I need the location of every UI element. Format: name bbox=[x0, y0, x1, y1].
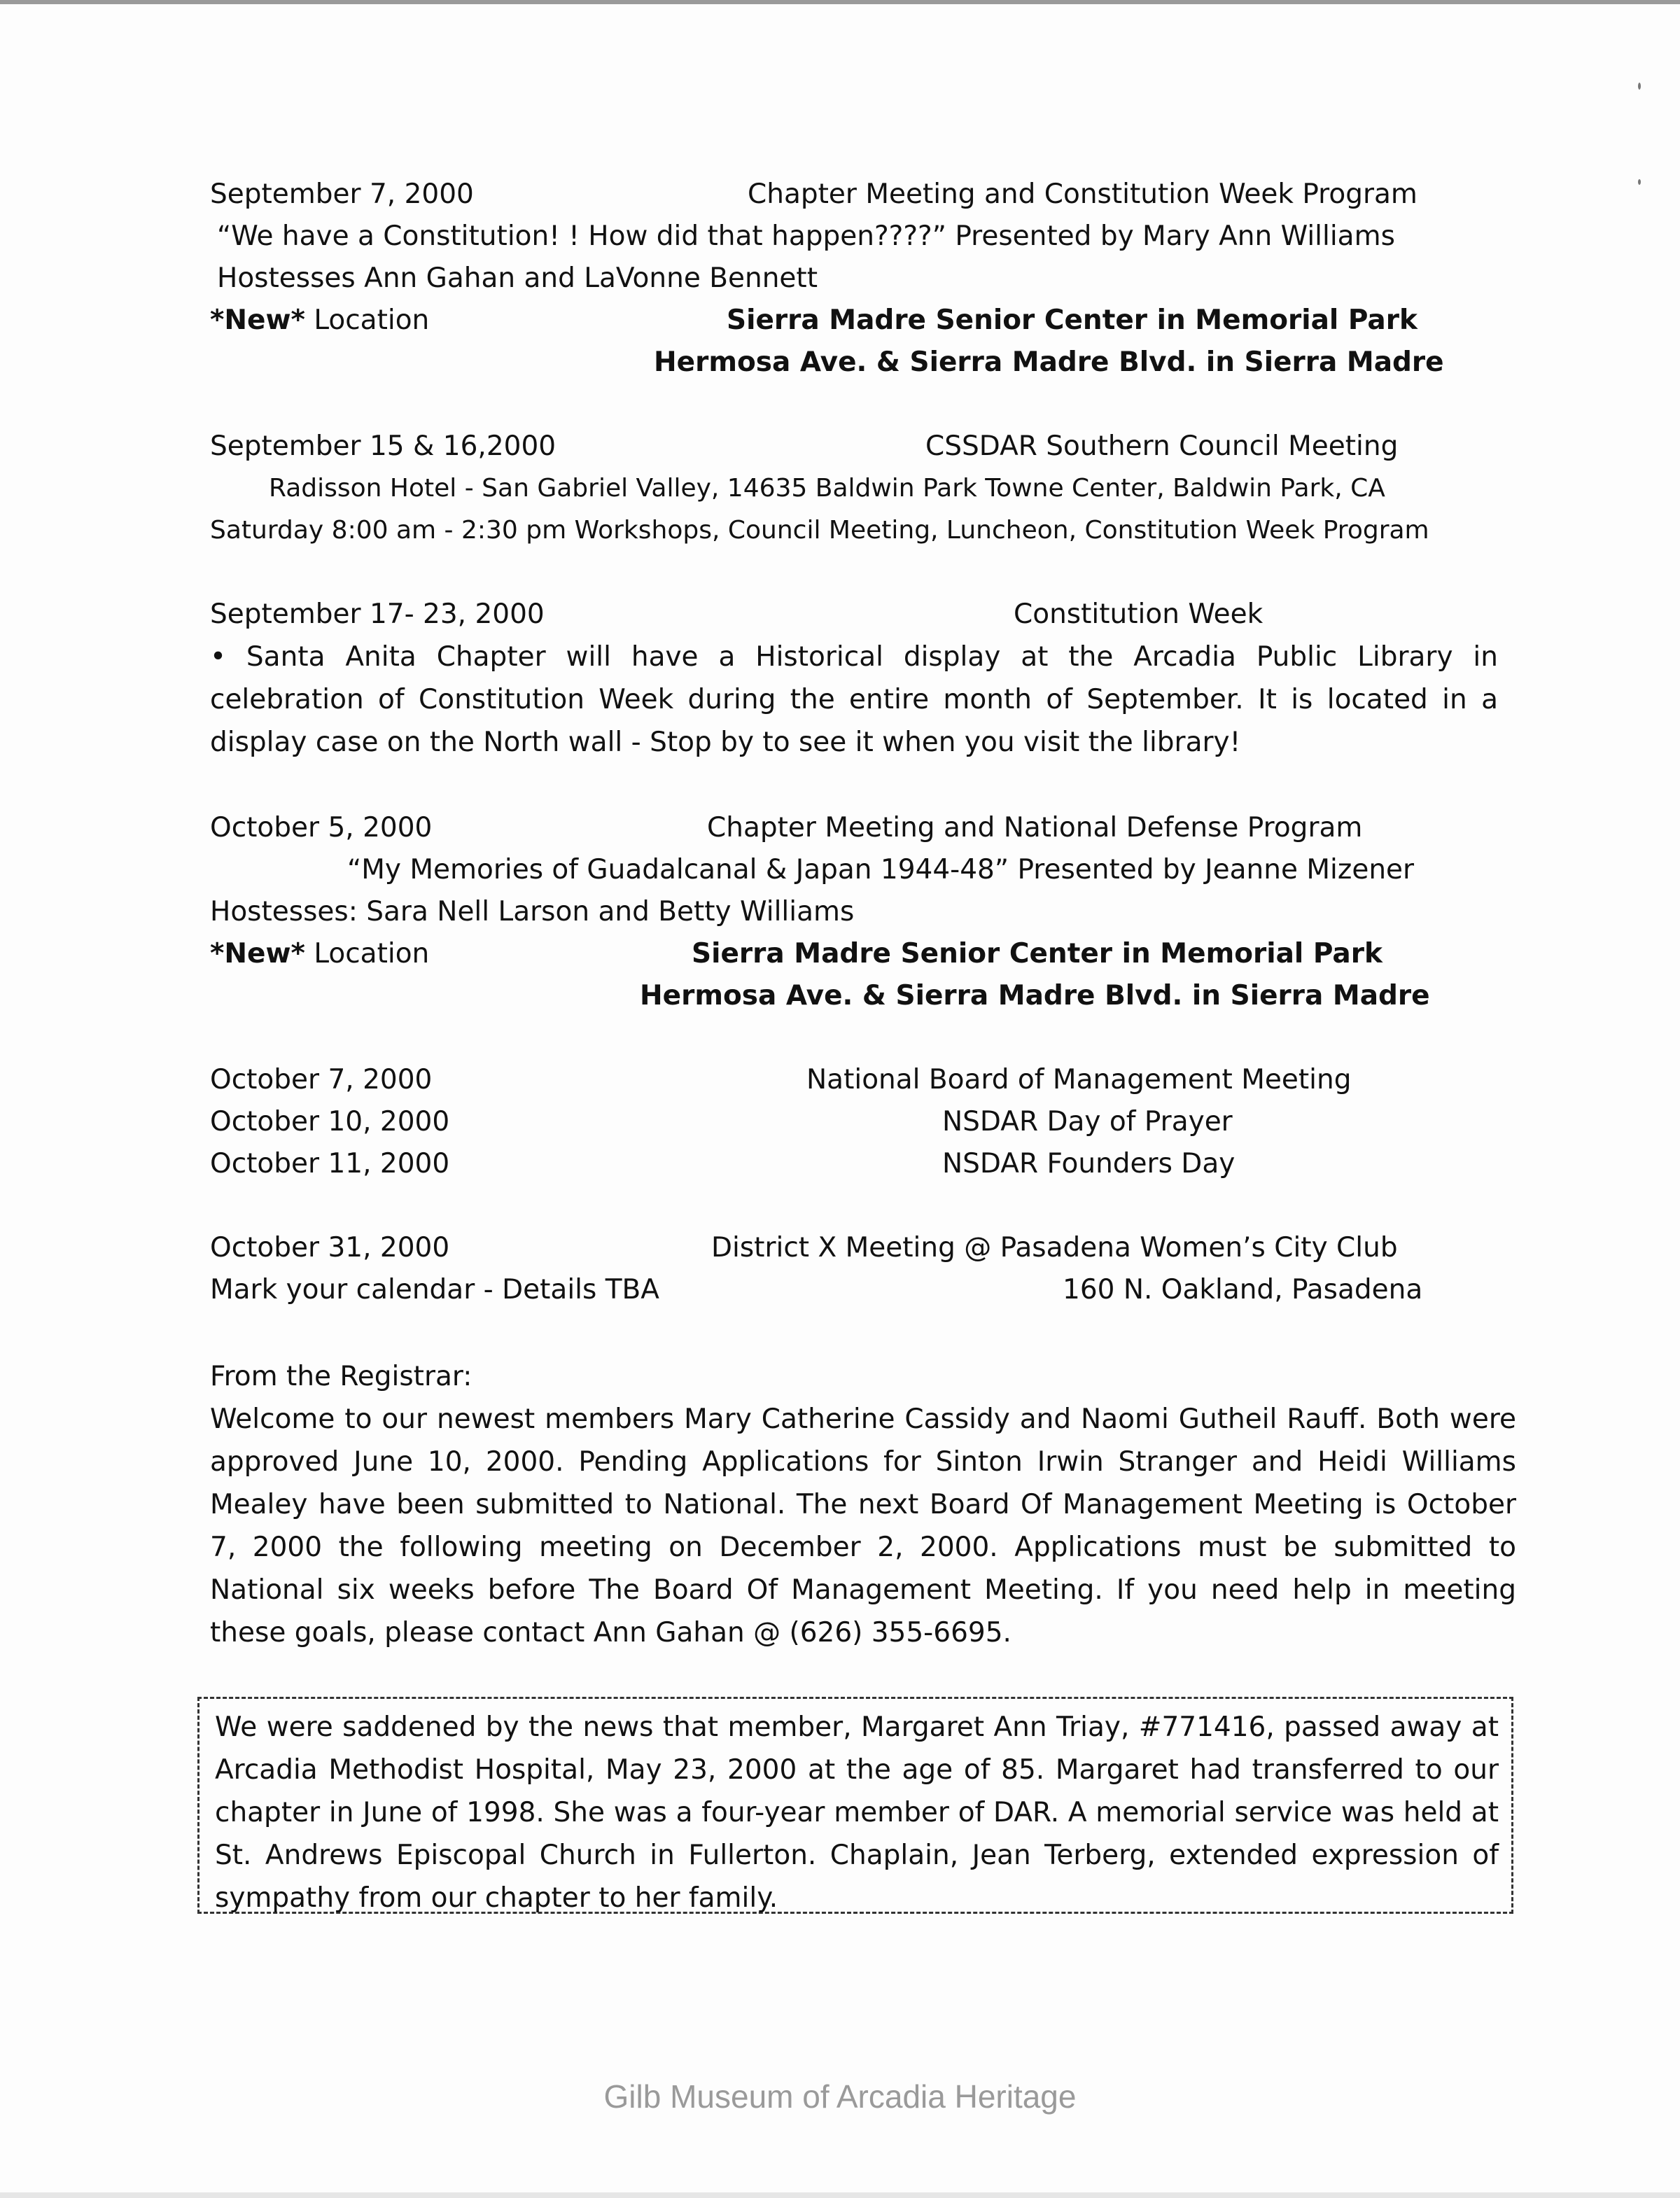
event-oct31-header bbox=[210, 1227, 1526, 1269]
event-sep17-header bbox=[210, 594, 1526, 636]
event-program: “My Memories of Guadalcanal & Japan 1944-48” Presented by Jeanne Mizener bbox=[347, 854, 1415, 886]
event-date: October 31, 2000 bbox=[210, 1232, 450, 1264]
event-note: Mark your calendar - Details TBA bbox=[210, 1274, 659, 1306]
event-title: Constitution Week bbox=[1014, 598, 1264, 630]
event-date: September 17- 23, 2000 bbox=[210, 598, 545, 630]
event-date: October 7, 2000 bbox=[210, 1064, 433, 1096]
event-schedule: Saturday 8:00 am - 2:30 pm Workshops, Council Meeting, Luncheon, Constitution Week Program bbox=[210, 516, 1429, 545]
location-line1: Sierra Madre Senior Center in Memorial Park bbox=[727, 304, 1418, 336]
event-address: 160 N. Oakland, Pasadena bbox=[1063, 1274, 1423, 1306]
event-oct5-header bbox=[210, 807, 1526, 849]
location-line2: Hermosa Ave. & Sierra Madre Blvd. in Sierra Madre bbox=[640, 980, 1430, 1011]
event-date: September 7, 2000 bbox=[210, 178, 474, 210]
event-body: • Santa Anita Chapter will have a Historical display at the Arcadia Public Library in celebration of Constitution Week during the entire month of September. It is located in a display case on the North wall - Stop by to see it when you visit the library! bbox=[210, 641, 1498, 758]
scan-speck bbox=[1638, 83, 1641, 90]
event-oct7 bbox=[210, 1059, 1526, 1101]
scan-speck bbox=[1638, 179, 1641, 185]
event-date: October 11, 2000 bbox=[210, 1148, 450, 1180]
event-hostesses: Hostesses: Sara Nell Larson and Betty Williams bbox=[210, 896, 855, 927]
event-title: Chapter Meeting and Constitution Week Program bbox=[748, 178, 1418, 210]
event-date: October 10, 2000 bbox=[210, 1106, 450, 1138]
event-sep15-header bbox=[210, 426, 1526, 468]
location-line2: Hermosa Ave. & Sierra Madre Blvd. in Sierra Madre bbox=[654, 346, 1444, 378]
event-title: National Board of Management Meeting bbox=[806, 1064, 1352, 1096]
newsletter-page bbox=[210, 174, 1526, 1654]
event-sep7-header bbox=[210, 174, 1526, 216]
registrar-body: Welcome to our newest members Mary Catherine Cassidy and Naomi Gutheil Rauff. Both were approved June 10, 2000. Pending Applications for Sinton Irwin Stranger and Heidi Williams Mealey have been submitted to National. The next Board Of Management Meeting is October 7, 2000 the following meeting on December 2, 2000. Applications must be submitted to National six weeks before The Board Of Management Meeting. If you need help in meeting these goals, please contact Ann Gahan @ (626) 355-6695. bbox=[210, 1404, 1516, 1648]
location-label: *New* Location bbox=[210, 938, 430, 969]
event-title: District X Meeting @ Pasadena Women’s City Club bbox=[711, 1232, 1398, 1264]
event-program: “We have a Constitution! ! How did that happen????” Presented by Mary Ann Williams bbox=[217, 220, 1395, 252]
location-line1: Sierra Madre Senior Center in Memorial Park bbox=[692, 938, 1382, 969]
event-title: NSDAR Day of Prayer bbox=[942, 1106, 1233, 1138]
event-hostesses: Hostesses Ann Gahan and LaVonne Bennett bbox=[217, 262, 818, 294]
footer-watermark: Gilb Museum of Arcadia Heritage bbox=[603, 2078, 1077, 2115]
scan-top-edge bbox=[0, 0, 1680, 4]
event-oct10 bbox=[210, 1101, 1526, 1143]
memorial-notice bbox=[197, 1697, 1513, 1914]
event-title: CSSDAR Southern Council Meeting bbox=[925, 430, 1399, 462]
event-venue: Radisson Hotel - San Gabriel Valley, 14635 Baldwin Park Towne Center, Baldwin Park, CA bbox=[269, 474, 1385, 503]
event-title: Chapter Meeting and National Defense Program bbox=[707, 812, 1363, 844]
event-date: September 15 & 16,2000 bbox=[210, 430, 556, 462]
location-label: *New* Location bbox=[210, 304, 430, 336]
event-title: NSDAR Founders Day bbox=[942, 1148, 1236, 1180]
registrar-heading: From the Registrar: bbox=[210, 1361, 472, 1392]
event-oct11 bbox=[210, 1143, 1526, 1185]
memorial-body: We were saddened by the news that member, Margaret Ann Triay, #771416, passed away at Arcadia Methodist Hospital, May 23, 2000 at the age of 85. Margaret had transferred to our chapter in June of 1998. She was a four-year member of DAR. A memorial service was held at St. Andrews Episcopal Church in Fullerton. Chaplain, Jean Terberg, extended expression of sympathy from our chapter to her family. bbox=[215, 1712, 1499, 1914]
scan-bottom-edge bbox=[0, 2192, 1680, 2198]
event-date: October 5, 2000 bbox=[210, 812, 433, 844]
